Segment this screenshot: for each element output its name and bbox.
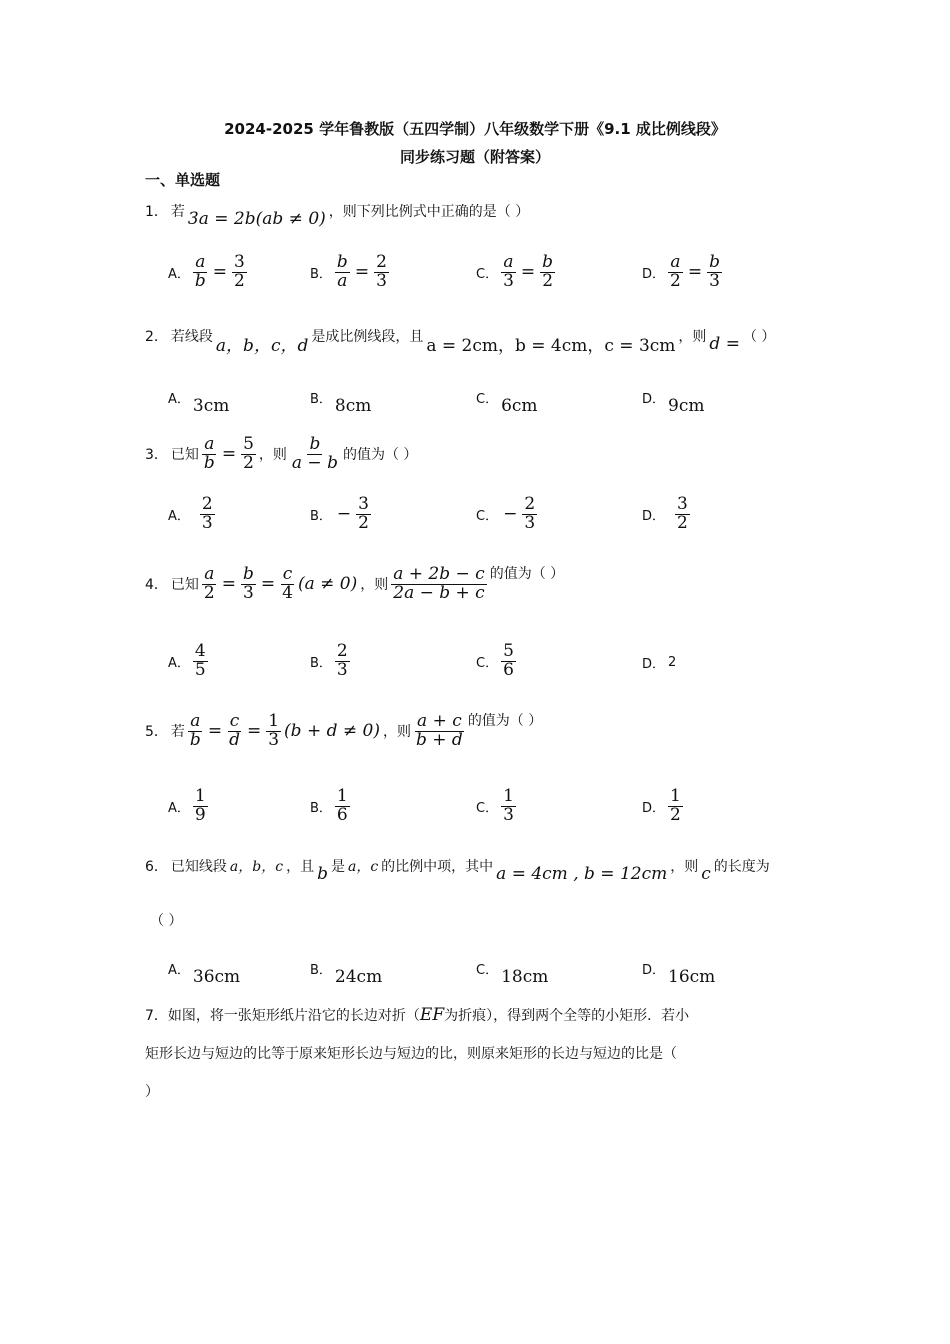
unknown-expression: d = xyxy=(709,333,740,354)
question-text: 的长度为 xyxy=(713,859,770,875)
denominator: b xyxy=(194,270,206,291)
numerator: 1 xyxy=(670,786,681,806)
denominator: 2 xyxy=(203,582,215,603)
numerator: c xyxy=(282,564,293,584)
question-number: 4． xyxy=(145,577,168,594)
option-5d[interactable] xyxy=(642,788,683,825)
option-label: D． xyxy=(642,962,666,978)
question-text: （ ） xyxy=(742,328,776,345)
option-5a[interactable] xyxy=(168,788,208,825)
option-5b[interactable] xyxy=(310,788,350,825)
denominator: 3 xyxy=(503,804,514,825)
option-value: 16cm xyxy=(668,967,716,987)
option-label: C． xyxy=(476,508,499,524)
option-label: D． xyxy=(642,266,666,282)
option-6d[interactable] xyxy=(642,949,715,987)
question-1 xyxy=(145,193,529,229)
denominator: 2 xyxy=(243,452,254,473)
denominator: 2 xyxy=(358,512,369,533)
question-number: 2． xyxy=(145,328,168,345)
numerator: 2 xyxy=(336,641,348,661)
option-6c[interactable] xyxy=(476,949,548,987)
numerator: b xyxy=(709,252,720,272)
denominator: 2 xyxy=(542,270,554,291)
option-2a[interactable] xyxy=(168,378,229,416)
question-text: 是 xyxy=(330,859,345,875)
condition-expression: (b + d ≠ 0) xyxy=(284,721,380,742)
numerator: a xyxy=(204,434,215,454)
option-label: D． xyxy=(642,800,666,816)
option-1c[interactable]: C． $\frac{a}{3}$ = $\frac{b}{2}$ xyxy=(476,252,554,291)
denominator: 6 xyxy=(336,804,348,825)
option-label: B． xyxy=(310,800,332,816)
numerator: a xyxy=(195,252,206,272)
option-label: A． xyxy=(168,508,190,524)
question-number: 3． xyxy=(145,447,168,464)
option-label: C． xyxy=(476,391,499,407)
question-number: 5． xyxy=(145,724,168,741)
denominator: 2a − b + c xyxy=(393,582,485,603)
numerator: 1 xyxy=(268,711,280,731)
variable-b: b xyxy=(317,864,328,884)
option-label: A． xyxy=(168,266,190,282)
option-label: A． xyxy=(168,655,190,671)
numerator: 3 xyxy=(234,252,245,272)
denominator: a − b xyxy=(291,452,338,473)
denominator: b xyxy=(189,729,201,750)
question-number: 7． xyxy=(145,1008,168,1024)
numerator: a + c xyxy=(417,711,462,731)
option-1b[interactable]: B． $\frac{b}{a}$ = $\frac{2}{3}$ xyxy=(310,252,387,291)
option-6a[interactable] xyxy=(168,949,240,987)
denominator: 3 xyxy=(503,270,514,291)
denominator: 5 xyxy=(194,659,206,680)
option-label: D． xyxy=(642,508,666,524)
option-label: C． xyxy=(476,655,499,671)
denominator: 2 xyxy=(234,270,245,291)
option-label: B． xyxy=(310,266,332,282)
question-text: ，则 xyxy=(258,447,287,464)
option-label: B． xyxy=(310,962,332,978)
variable-c: c xyxy=(701,864,711,884)
question-text: 已知线段 xyxy=(170,859,227,875)
question-text: 若线段 xyxy=(170,328,213,345)
option-1d[interactable]: D． $\frac{a}{2}$ = $\frac{b}{3}$ xyxy=(642,252,720,291)
question-text: 的比例中项，其中 xyxy=(381,859,494,875)
option-3c[interactable] xyxy=(476,496,537,533)
question-text: ，则 xyxy=(670,859,699,875)
question-text: 的值为（ ） xyxy=(342,447,418,464)
numerator: a xyxy=(503,252,514,272)
option-label: C． xyxy=(476,266,499,282)
denominator: 3 xyxy=(524,512,536,533)
numerator: 3 xyxy=(677,494,688,514)
denominator: a xyxy=(337,270,348,291)
question-text: ，则下列比例式中正确的是（ ） xyxy=(328,204,530,220)
question-number: 1． xyxy=(145,204,168,220)
option-label: C． xyxy=(476,800,499,816)
question-number: 6． xyxy=(145,859,168,875)
question-text: ，则 xyxy=(360,577,389,594)
document-title-line2: 同步练习题（附答案） xyxy=(399,148,550,166)
numerator: 3 xyxy=(358,494,369,514)
denominator: 3 xyxy=(709,270,720,291)
question-text: 的值为（ ） xyxy=(489,566,565,583)
segment-variables: a，b，c xyxy=(229,859,284,875)
option-1a[interactable]: A． $\frac{a}{b}$ = $\frac{3}{2}$ xyxy=(168,252,245,291)
numerator: 1 xyxy=(194,786,206,806)
option-label: A． xyxy=(168,391,190,407)
question-7-line2: 矩形长边与短边的比等于原来矩形长边与短边的比，则原来矩形的长边与短边的比是（ xyxy=(145,1046,677,1062)
denominator: 3 xyxy=(243,582,254,603)
option-label: B． xyxy=(310,655,332,671)
question-6-answer-paren: （ ） xyxy=(150,913,183,929)
option-value: 2 xyxy=(668,655,677,670)
denominator: 9 xyxy=(194,804,206,825)
numerator: b xyxy=(542,252,554,272)
denominator: d xyxy=(229,729,240,750)
option-4a[interactable] xyxy=(168,643,208,680)
question-text: ，且 xyxy=(286,859,315,875)
denominator: b + d xyxy=(415,729,463,750)
option-2c[interactable] xyxy=(476,378,538,416)
numerator: 1 xyxy=(336,786,348,806)
numerator: 5 xyxy=(243,434,254,454)
segment-values: a = 4cm , b = 12cm xyxy=(496,864,668,884)
option-value: 18cm xyxy=(501,967,549,987)
option-4d[interactable] xyxy=(642,653,676,672)
question-text: 已知 xyxy=(170,577,199,594)
option-3a[interactable] xyxy=(168,496,215,533)
condition-expression: (a ≠ 0) xyxy=(297,574,358,595)
option-value: 3cm xyxy=(192,396,230,416)
option-value: 24cm xyxy=(334,967,383,987)
numerator: b xyxy=(336,252,348,272)
option-5c[interactable] xyxy=(476,788,516,825)
option-label: B． xyxy=(310,391,332,407)
question-text: 若 xyxy=(170,204,185,220)
option-label: A． xyxy=(168,962,190,978)
numerator: b xyxy=(309,434,321,454)
segment-variables: a，c xyxy=(347,859,379,875)
option-2d[interactable] xyxy=(642,378,704,416)
option-value: 9cm xyxy=(668,396,705,416)
numerator: a + 2b − c xyxy=(393,564,485,584)
question-text: 如图，将一张矩形纸片沿它的长边对折（ xyxy=(167,1008,420,1024)
numerator: a xyxy=(204,564,215,584)
option-label: B． xyxy=(310,508,332,524)
option-label: D． xyxy=(642,657,666,672)
option-sign: − xyxy=(503,504,518,525)
option-4b[interactable] xyxy=(310,643,350,680)
option-value: 8cm xyxy=(334,396,372,416)
option-4c[interactable] xyxy=(476,643,516,680)
question-4: 4． 已知 $\frac{a}{2}$ = $\frac{b}{3}$ = $\frac{c}{4}$ (a ≠ 0) ，则 $\frac{a + 2b - c}{2a - b + c}$ 的值为（ ） xyxy=(145,564,565,603)
denominator: 2 xyxy=(677,512,688,533)
question-text: 的值为（ ） xyxy=(467,713,543,730)
fold-line-label: EF xyxy=(419,1005,445,1025)
numerator: 2 xyxy=(524,494,536,514)
question-5: 5． 若 $\frac{a}{b}$ = $\frac{c}{d}$ = $\frac{1}{3}$ (b + d ≠ 0) ，则 $\frac{a + c}{b + d}$ 的值为（ ） xyxy=(145,711,543,750)
option-value: 36cm xyxy=(192,967,241,987)
condition-expression: 3a = 2b(ab ≠ 0) xyxy=(187,209,326,229)
numerator: c xyxy=(229,711,240,731)
question-text: ，则 xyxy=(382,724,411,741)
option-sign: − xyxy=(336,504,352,525)
section-heading: 一、单选题 xyxy=(145,171,221,189)
segment-variables: a，b，c，d xyxy=(215,336,309,356)
numerator: 2 xyxy=(376,252,387,272)
question-7-line1 xyxy=(145,1003,689,1028)
option-3b[interactable] xyxy=(310,496,371,533)
question-text: ，则 xyxy=(678,328,707,345)
denominator: 3 xyxy=(268,729,280,750)
option-6b[interactable] xyxy=(310,949,382,987)
option-3d[interactable] xyxy=(642,496,690,533)
numerator: b xyxy=(243,564,254,584)
numerator: a xyxy=(670,252,681,272)
denominator: 3 xyxy=(201,512,213,533)
numerator: 2 xyxy=(201,494,213,514)
option-label: A． xyxy=(168,800,190,816)
option-value: 6cm xyxy=(501,396,538,416)
numerator: 5 xyxy=(503,641,514,661)
question-text: 若 xyxy=(170,724,185,741)
question-text: 已知 xyxy=(170,447,199,464)
option-2b[interactable] xyxy=(310,378,371,416)
denominator: 2 xyxy=(670,270,681,291)
numerator: 1 xyxy=(503,786,514,806)
denominator: 4 xyxy=(282,582,293,603)
question-3: 3． 已知 $\frac{a}{b}$ = $\frac{5}{2}$ ，则 $\frac{b}{a - b}$ 的值为（ ） xyxy=(145,434,418,473)
option-label: D． xyxy=(642,391,666,407)
question-7-line3: ） xyxy=(145,1084,159,1100)
denominator: 3 xyxy=(376,270,387,291)
document-title-line1: 2024-2025 学年鲁教版（五四学制）八年级数学下册《9.1 成比例线段》 xyxy=(224,120,726,138)
question-6 xyxy=(145,848,770,884)
segment-values: a = 2cm，b = 4cm，c = 3cm xyxy=(426,336,676,356)
denominator: 3 xyxy=(336,659,348,680)
denominator: 6 xyxy=(503,659,514,680)
question-2 xyxy=(145,315,775,356)
question-text: 是成比例线段，且 xyxy=(311,328,424,345)
numerator: a xyxy=(190,711,201,731)
numerator: 4 xyxy=(194,641,206,661)
question-text: 为折痕），得到两个全等的小矩形．若小 xyxy=(444,1008,690,1024)
denominator: b xyxy=(203,452,215,473)
option-label: C． xyxy=(476,962,499,978)
denominator: 2 xyxy=(670,804,681,825)
